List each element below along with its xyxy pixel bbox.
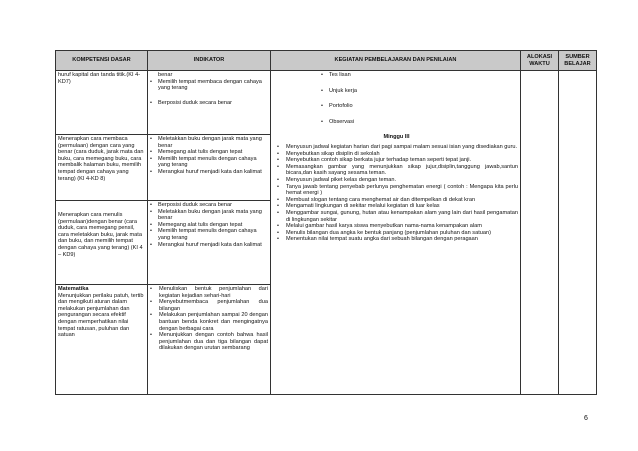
minggu-heading: Minggu III [383,134,410,141]
header-kompetensi-dasar: KOMPETENSI DASAR [56,51,148,71]
indikator-continuation: benar [158,72,173,78]
page-number: 6 [584,415,588,422]
indikator-item: • Memilih tempat membaca dengan cahaya yang terang [156,79,268,92]
kegiatan-item: • Menyusun jadwal piket kelas dengan teman. [283,177,518,184]
kd-cell [56,201,148,285]
indikator-item: • Merangkai huruf menjadi kata dan kalimat [156,242,268,249]
kd-text: Menunjukkan perilaku patuh, tertib dan mengikuti aturan dalam melakukan penjumlahan dan pengurangan secara efektif dengan memperhatikan nilai tempat ratusan, puluhan dan satuan [58,292,144,339]
kegiatan-item: • Memasangkan gambar yang menunjukkan sikap jujur,disiplin,tanggung jawab,santun bicara,dan kasih sayang sesama teman. [283,164,518,177]
indikator-item: • Meletakkan buku dengan jarak mata yang benar [156,136,268,149]
penilaian-item: • Observasi [327,119,518,126]
penilaian-item: • Portofolio [327,103,518,110]
indikator-cell [148,71,271,135]
indikator-item: • Menyebutmembaca penjumlahan dua bilangan [156,299,268,312]
indikator-item: • Meletakkan buku dengan jarak mata yang benar [156,209,268,222]
indikator-item: • Merangkai huruf menjadi kata dan kalimat [156,169,268,176]
kegiatan-item: • Menyebutkan contoh sikap berkata jujur terhadap teman seperti tepat janji. [283,157,518,164]
indikator-item: • Menuliskan bentuk penjumlahan dari kegiatan kejadian sehari-hari [156,286,268,299]
indikator-item: • Melakukan penjumlahan sampai 20 dengan bantuan benda konkret dan mengingatnya dengan berbagai cara [156,312,268,332]
indikator-item: • Memilih tempat menulis dengan cahaya yang terang [156,228,268,241]
kd-text: Menerapkan cara menulis (permulaan)dengan benar (cara duduk, cara memegang pensil, cara meletakkan buku, jarak mata dan buku, dan memilih tempat dengan cahaya yang terang) (KI 4 – KD9) [58,212,143,258]
kegiatan-item: • Melalui gambar hasil karya siswa menyebutkan nama-nama kenampakan alam [283,223,518,230]
alokasi-cell [521,71,559,395]
kegiatan-item: • Tanya jawab tentang penyebab perlunya penghematan energi ( contoh : Mengapa kita perlu hemat energi ) [283,184,518,197]
indikator-item: • Memilih tempat menulis dengan cahaya yang terang [156,156,268,169]
header-row [56,51,597,71]
indikator-cell [148,201,271,285]
indikator-item: • Menunjukkan dengan contoh bahwa hasil penjumlahan dua dan tiga bilangan dapat dilakukan dengan urutan sembarang [156,332,268,352]
indikator-cell [148,135,271,201]
penilaian-item: • Tes lisan [327,72,518,79]
kegiatan-item: • Menyusun jadwal kegiatan harian dari pagi sampai malam sesuai isian yang disediakan guru. [283,144,518,151]
kd-cell [56,285,148,395]
kd-subject-title: Matematika [58,286,89,292]
kegiatan-item: • Membuat slogan tentang cara menghemat air dan ditempelkan di dekat kran [283,197,518,204]
kegiatan-item: • Menggambar sungai, gunung, hutan atau kenampakan alam yang lain dari hasil pengamatan di lingkungan sekitar [283,210,518,223]
indikator-item: • Memegang alat tulis dengan tepat [156,222,268,229]
indikator-item: • Memegang alat tulis dengan tepat [156,149,268,156]
kd-cell: Menerapkan cara membaca (permulaan) dengan cara yang benar (cara duduk, jarak mata dan buku, cara memegang buku, cara membalik halaman buku, memilih tempat dengan cahaya yang terang) (KI 4-KD 8) [56,135,148,201]
header-sumber-belajar: SUMBER BELAJAR [559,51,597,71]
kd-cell: huruf kapital dan tanda titik.(KI 4-KD7) [56,71,148,135]
table-row [56,71,597,135]
indikator-cell [148,285,271,395]
header-indikator: INDIKATOR [148,51,271,71]
kegiatan-item: • Menentukan nilai tempat suatu angka dari sebuah bilangan dengan peragaan [283,236,518,243]
penilaian-item: • Unjuk kerja [327,88,518,95]
kegiatan-item: • Mengamati lingkungan di sekitar melalui kegiatan di luar kelas [283,203,518,210]
kegiatan-cell [271,71,521,395]
header-alokasi-waktu: ALOKASI WAKTU [521,51,559,71]
kegiatan-item: • Menulis bilangan dua angka ke bentuk panjang (penjumlahan puluhan dan satuan) [283,230,518,237]
header-kegiatan: KEGIATAN PEMBELAJARAN DAN PENILAIAN [271,51,521,71]
rpp-table [55,50,597,395]
indikator-item: • Berposisi duduk secara benar [156,100,268,107]
sumber-cell [559,71,597,395]
kegiatan-item: • Menyebutkan sikap disiplin di sekolah [283,151,518,158]
indikator-item: • Berposisi duduk secara benar [156,202,268,209]
